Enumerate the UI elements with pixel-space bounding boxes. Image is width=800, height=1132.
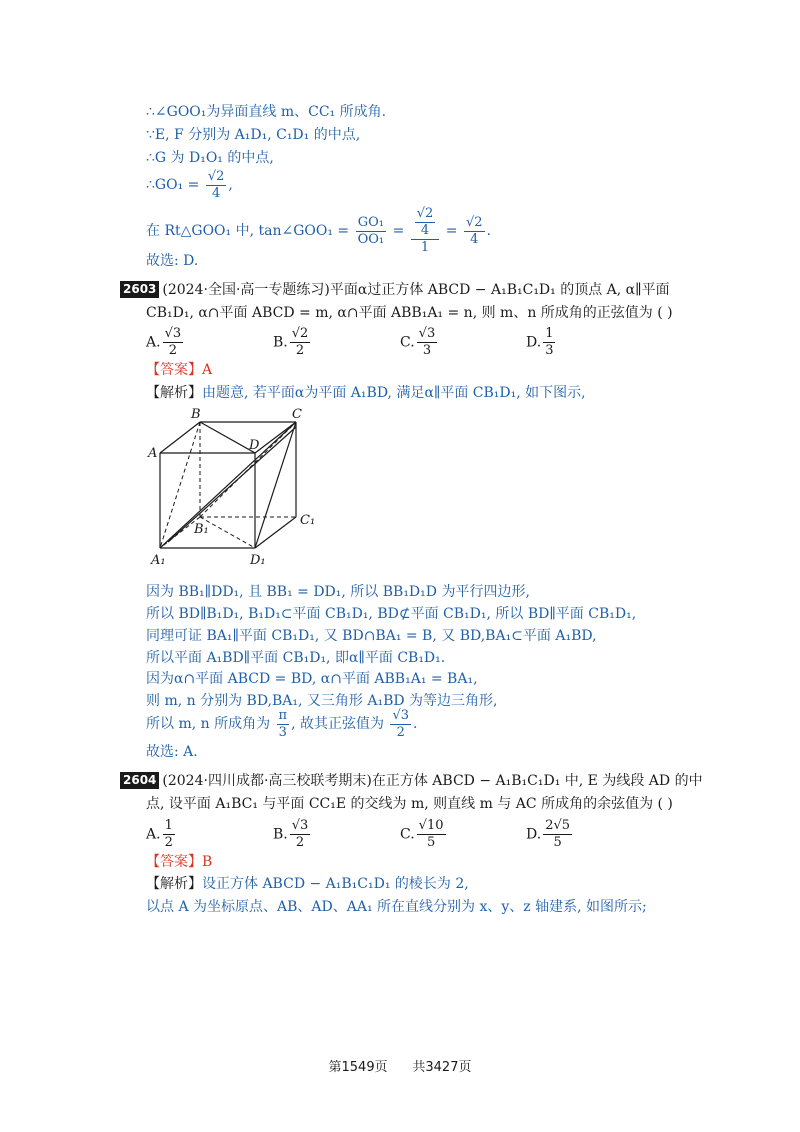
numerator: √2	[416, 206, 434, 221]
edge	[255, 422, 296, 453]
fraction	[390, 708, 411, 741]
numerator: √2	[465, 214, 483, 230]
answer-value: A	[202, 362, 213, 378]
cube-figure	[140, 405, 330, 575]
choice-line: 故选: D.	[146, 253, 199, 269]
text: 所以 m, n 所成角为	[146, 716, 271, 732]
analysis-line	[146, 384, 586, 402]
option-label: C.	[400, 826, 415, 843]
text: 设正方体 ABCD − A₁B₁C₁D₁ 的棱长为 2,	[202, 876, 469, 892]
answer-tag: 【答案】	[146, 362, 202, 378]
page-number: 第1549页	[328, 1060, 388, 1075]
denominator: 4	[211, 185, 221, 201]
fraction	[290, 818, 311, 851]
analysis-line: 则 m, n 分别为 BD,BA₁, 又三角形 A₁BD 为等边三角形,	[146, 693, 498, 709]
question-stem	[120, 281, 670, 299]
denominator: 2	[396, 724, 405, 740]
denominator: OO₁	[357, 231, 385, 247]
option-label: D.	[526, 334, 542, 351]
numerator: √3	[418, 326, 436, 341]
denominator: 2	[168, 343, 177, 358]
question-number: 2604	[120, 772, 159, 789]
numerator: √2	[207, 168, 225, 184]
vertex-label: A	[148, 446, 158, 461]
numerator: π	[278, 707, 288, 723]
fraction	[464, 215, 485, 248]
denominator: 2	[295, 835, 305, 850]
option-label: A.	[146, 826, 161, 843]
fraction	[417, 818, 446, 851]
denominator: 4	[420, 223, 430, 238]
answer-line	[146, 853, 212, 871]
answer-line	[146, 361, 212, 379]
option-b	[273, 818, 312, 851]
vertex-label: C	[292, 407, 302, 422]
analysis-line: 因为α∩平面 ABCD = BD, α∩平面 ABB₁A₁ = BA₁,	[146, 671, 478, 687]
fraction	[206, 169, 227, 202]
numerator: 2√5	[545, 818, 571, 833]
numerator: √2	[291, 326, 309, 341]
total-pages: 共3427页	[412, 1060, 472, 1075]
vertex-label: D	[249, 438, 260, 453]
text: ∴GO₁ =	[146, 177, 200, 193]
text: , 故其正弦值为	[291, 716, 384, 732]
text: .	[486, 223, 491, 239]
fraction	[163, 326, 184, 359]
vertex-label: B	[191, 407, 201, 422]
analysis-line	[146, 875, 469, 893]
denominator: 2	[164, 835, 173, 850]
fraction	[290, 326, 311, 359]
text: =	[392, 223, 405, 239]
choice-line: 故选: A.	[146, 744, 198, 760]
denominator: 1	[420, 240, 430, 255]
analysis-line: 因为 BB₁∥DD₁, 且 BB₁ = DD₁, 所以 BB₁D₁D 为平行四边形,	[146, 584, 530, 600]
analysis-tag: 【解析】	[146, 876, 202, 892]
numerator: √10	[418, 818, 444, 833]
denominator: 3	[278, 724, 287, 740]
numerator: √3	[164, 326, 182, 341]
analysis-line: 所以 BD∥B₁D₁, B₁D₁⊂平面 CB₁D₁, BD⊄平面 CB₁D₁, 所以 BD∥平面 CB₁D₁,	[146, 606, 637, 622]
option-d	[526, 818, 574, 851]
numerator: 1	[164, 818, 173, 833]
edge	[255, 517, 296, 548]
option-label: D.	[526, 826, 542, 843]
option-b	[273, 326, 312, 359]
text: .	[413, 716, 418, 732]
numerator: GO₁	[356, 215, 387, 232]
analysis-tag: 【解析】	[146, 385, 202, 401]
analysis-line	[146, 706, 417, 742]
answer-tag: 【答案】	[146, 854, 202, 870]
text: ,	[228, 177, 233, 193]
vertex-label: B₁	[194, 522, 209, 537]
option-a	[146, 326, 185, 359]
numerator: √3	[392, 707, 410, 723]
option-d	[526, 326, 557, 359]
analysis-line: 同理可证 BA₁∥平面 CB₁D₁, 又 BD∩BA₁ = B, 又 BD,BA₁⊂平面 A₁BD,	[146, 628, 597, 644]
option-label: C.	[400, 334, 415, 351]
answer-value: B	[202, 854, 213, 870]
numerator	[411, 206, 440, 240]
denominator: 3	[422, 343, 432, 358]
question-stem: 点, 设平面 A₁BC₁ 与平面 CC₁E 的交线为 m, 则直线 m 与 AC 所成角的余弦值为 ( )	[146, 796, 673, 812]
option-a	[146, 818, 177, 851]
solution-line: ∴∠GOO₁为异面直线 m、CC₁ 所成角.	[146, 104, 387, 120]
option-c	[400, 818, 448, 851]
text: =	[445, 223, 458, 239]
solution-line: ∵E, F 分别为 A₁D₁, C₁D₁ 的中点,	[146, 127, 361, 143]
denominator: 4	[470, 231, 479, 247]
vertex-label: C₁	[300, 513, 316, 528]
solution-line	[146, 206, 491, 256]
question-number: 2603	[120, 281, 159, 298]
fraction	[411, 206, 440, 256]
numerator: 1	[545, 326, 554, 341]
question-stem: CB₁D₁, α∩平面 ABCD = m, α∩平面 ABB₁A₁ = n, 则 m、n 所成角的正弦值为 ( )	[146, 305, 673, 321]
fraction	[543, 818, 572, 851]
denominator: 5	[426, 835, 436, 850]
option-c	[400, 326, 439, 359]
diagonal	[200, 422, 255, 453]
text: (2024·四川成都·高三校联考期末)在正方体 ABCD − A₁B₁C₁D₁ 中, E 为线段 AD 的中	[162, 773, 703, 789]
diagonal	[168, 427, 296, 542]
fraction	[415, 206, 436, 239]
option-label: B.	[273, 826, 288, 843]
denominator: 2	[295, 343, 305, 358]
edge	[160, 422, 200, 453]
page-footer	[0, 1056, 800, 1075]
numerator: √3	[291, 818, 309, 833]
denominator: 3	[545, 343, 554, 358]
analysis-line: 所以平面 A₁BD∥平面 CB₁D₁, 即α∥平面 CB₁D₁.	[146, 650, 446, 666]
fraction	[163, 818, 175, 851]
vertex-label: D₁	[250, 553, 266, 568]
option-label: A.	[146, 334, 161, 351]
fraction	[277, 708, 290, 741]
denominator: 5	[553, 835, 562, 850]
solution-line	[146, 168, 233, 202]
text: (2024·全国·高一专题练习)平面α过正方体 ABCD − A₁B₁C₁D₁ 的顶点 A, α∥平面	[162, 282, 670, 298]
question-stem	[120, 772, 703, 790]
option-label: B.	[273, 334, 288, 351]
analysis-line: 以点 A 为坐标原点、AB、AD、AA₁ 所在直线分别为 x、y、z 轴建系, 如图所示;	[146, 899, 647, 915]
fraction	[543, 326, 555, 359]
fraction	[356, 215, 387, 248]
fraction	[417, 326, 438, 359]
solution-line: ∴G 为 D₁O₁ 的中点,	[146, 150, 274, 166]
text: 由题意, 若平面α为平面 A₁BD, 满足α∥平面 CB₁D₁, 如下图示,	[202, 385, 586, 401]
vertex-label: A₁	[151, 553, 166, 568]
text: 在 Rt△GOO₁ 中, tan∠GOO₁ =	[146, 223, 350, 239]
